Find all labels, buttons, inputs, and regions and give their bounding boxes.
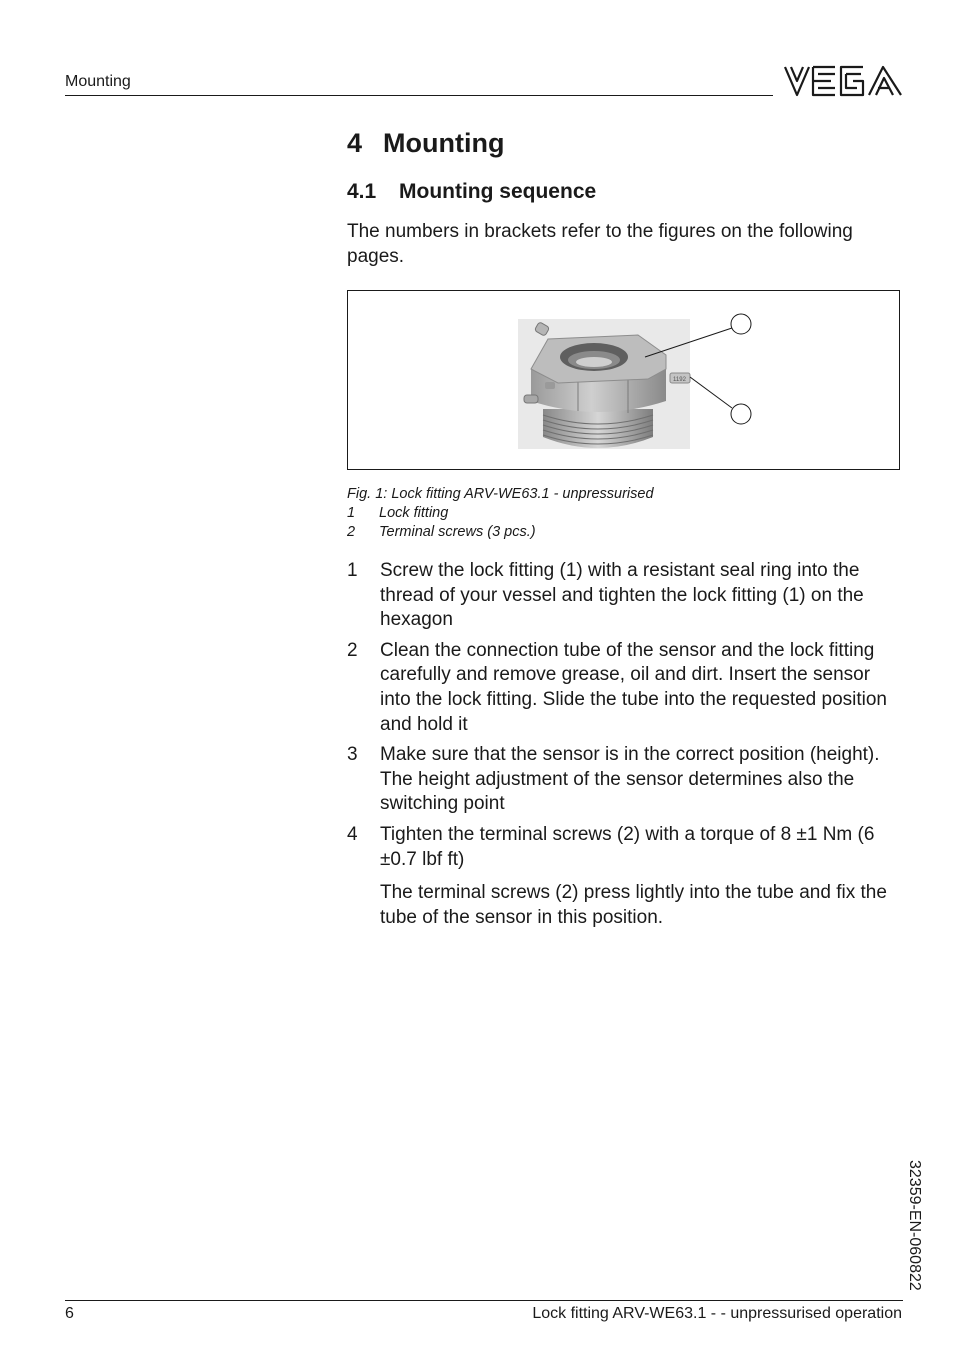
step-number: 2 (347, 639, 358, 661)
step-number: 3 (347, 744, 358, 766)
vega-logo-graphic (783, 64, 903, 98)
step-number: 4 (347, 823, 358, 845)
legend-item (347, 523, 907, 542)
legend-number: 2 (347, 524, 356, 540)
step-text: Tighten the terminal screws (2) with a torque of 8 ±1 Nm (6 ±0.7 lbf ft) (380, 823, 875, 870)
section-title: Mounting sequence (399, 180, 597, 203)
step-text: Screw the lock fitting (1) with a resistant seal ring into the thread of your vessel and tighten the lock fitting (1) on the hexagon (380, 560, 864, 631)
section-heading (347, 180, 596, 204)
page-number: 6 (65, 1305, 74, 1322)
header-rule (65, 95, 773, 96)
step-item (347, 639, 903, 737)
figure-frame (347, 290, 900, 470)
step-note: The terminal screws (2) press lightly into the tube and fix the tube of the sensor in this position. (380, 882, 887, 928)
section-number: 4.1 (347, 180, 377, 203)
image-id-label: 1192 (673, 377, 686, 383)
callout-1 (731, 314, 751, 334)
loose-screw-right (670, 373, 690, 383)
step-item (347, 743, 903, 817)
step-item (347, 823, 903, 872)
leader-line-2 (690, 377, 732, 408)
vega-logo (783, 64, 903, 98)
legend-number: 1 (347, 505, 356, 521)
step-number: 1 (347, 560, 358, 581)
step-item (347, 559, 903, 633)
lock-fitting-illustration (348, 291, 901, 471)
footer-rule (65, 1300, 903, 1301)
figure-caption: Fig. 1: Lock fitting ARV-WE63.1 - unpressurised (347, 486, 654, 502)
legend-item (347, 504, 907, 523)
intro-paragraph: The numbers in brackets refer to the figures on the following pages. (347, 221, 853, 267)
legend-text: Terminal screws (3 pcs.) (379, 524, 536, 540)
legend-text: Lock fitting (379, 505, 449, 521)
step-text: Make sure that the sensor is in the correct position (height). The height adjustment of the sensor determines also the switching point (380, 744, 880, 815)
mounting-steps-list (347, 559, 903, 930)
document-number-text: 32359-EN-060822 (906, 1160, 923, 1291)
running-header: Mounting (65, 73, 131, 90)
chapter-heading (347, 128, 504, 159)
footer-doc-title: Lock fitting ARV-WE63.1 - - unpressurised operation (532, 1305, 902, 1322)
chapter-number: 4 (347, 128, 363, 158)
figure-caption-block (347, 485, 907, 542)
callout-2 (731, 404, 751, 424)
chapter-title: Mounting (383, 128, 505, 158)
document-number (895, 1160, 925, 1310)
step-text: Clean the connection tube of the sensor and the lock fitting carefully and remove grease, oil and dirt. Insert the sensor into the lock fitting. Slide the tube into the requested position and hold it (380, 639, 887, 735)
thread-section (543, 409, 653, 448)
